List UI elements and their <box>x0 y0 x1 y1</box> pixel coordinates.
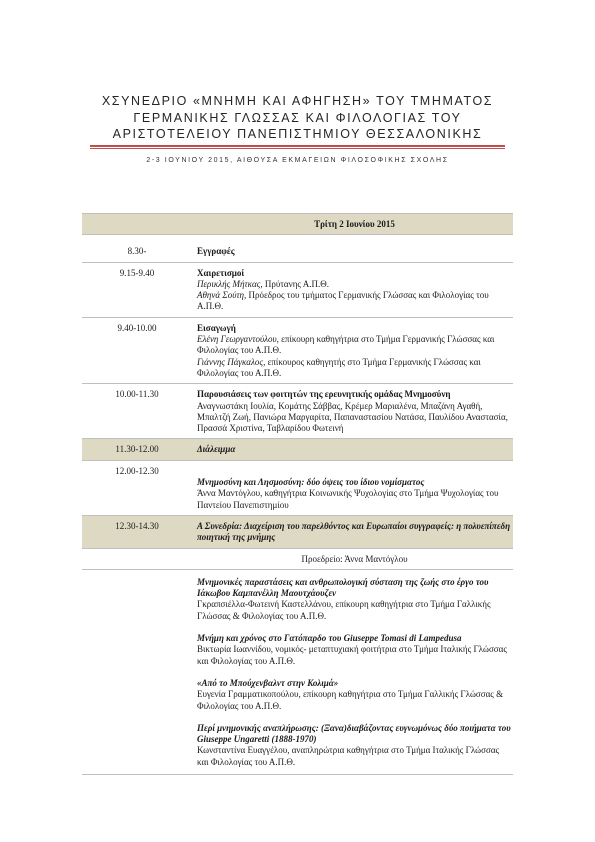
speaker-name: Περικλής Μήτκας <box>197 278 261 289</box>
talk-item <box>197 577 512 622</box>
time-cell <box>82 569 192 774</box>
speaker-role: , Πρύτανης Α.Π.Θ. <box>260 278 329 289</box>
content-cell <box>192 384 513 439</box>
talk-speaker: Άννα Μαντόγλου, καθηγήτρια Κοινωνικής Ψυχολογίας στο Τμήμα Ψυχολογίας του Παντείου Πανεπιστημίου <box>197 488 499 510</box>
time-cell: 12.30-14.30 <box>82 515 192 548</box>
speaker-role: , επίκουρη καθηγήτρια στο Τμήμα Γερμανικής Γλώσσας και Φιλολογίας του Α.Π.Θ. <box>197 334 495 356</box>
speaker-name: Γιάννης Πάγκαλος <box>197 356 264 367</box>
time-cell <box>82 548 192 569</box>
session-title: Εγγραφές <box>197 246 235 257</box>
talk-speaker: Γκραπσιέλλα-Φωτεινή Καστελλάνου, επίκουρη καθηγήτρια στο Τμήμα Γαλλικής Γλώσσας & Φιλολογίας του Α.Π.Θ. <box>197 599 491 621</box>
time-cell: 12.00-12.30 <box>115 465 159 476</box>
content-cell <box>192 460 513 515</box>
day-header-row <box>82 214 513 235</box>
talk-speaker: Ευγενία Γραμματικοπούλου, επίκουρη καθηγήτρια στο Τμήμα Γαλλικής Γλώσσας & Φιλολογίας του Α.Π.Θ. <box>197 689 504 711</box>
talk-title: «Από το Μπούχενβαλντ στην Κολιμά» <box>197 677 339 688</box>
time-cell: 11.30-12.00 <box>82 439 192 460</box>
session-title: Παρουσιάσεις των φοιτητών της ερευνητικής ομάδας Μνημοσύνη <box>197 389 451 400</box>
speaker <box>197 290 512 313</box>
time-cell: 9.40-10.00 <box>117 322 157 333</box>
time-cell: 8.30- <box>127 246 147 257</box>
content-cell <box>192 317 513 383</box>
day-heading: Τρίτη 2 Ιουνίου 2015 <box>192 214 513 235</box>
conference-title <box>0 93 595 143</box>
session-chair: Προεδρείο: Άννα Μαντόγλου <box>301 553 408 564</box>
schedule-row-talks <box>82 569 513 774</box>
speaker-name: Αθηνά Σούτη <box>197 290 245 301</box>
schedule-row-break <box>82 439 513 460</box>
talk-title: Μνημονικές παραστάσεις και ανθρωπολογική σύσταση της ζωής στο έργο του Ιάκωβου Καμπανέλλη Μαουτχάουζεν <box>197 576 489 599</box>
speaker <box>197 357 512 380</box>
schedule-row-session-a <box>82 515 513 548</box>
speaker <box>197 334 512 357</box>
talk-speaker: Κωνσταντίνα Ευαγγέλου, αναπληρώτρια καθηγήτρια στο Τμήμα Ιταλικής Γλώσσας και Φιλολογίας του Α.Π.Θ. <box>197 745 500 767</box>
time-cell <box>82 214 192 235</box>
schedule-row-registration <box>82 235 513 262</box>
talk-title: Περί μνημονικής αναπλήρωσης: (Ξανα)διαβάζοντας ευγνωμόνως δύο ποιήματα του Giuseppe Ungaretti (1888-1970) <box>197 722 511 745</box>
talk-item <box>197 723 512 768</box>
talk-item <box>197 678 512 712</box>
schedule-row-chair <box>82 548 513 569</box>
title-line-2: ΓΕΡΜΑΝΙΚΗΣ ΓΛΩΣΣΑΣ ΚΑΙ ΦΙΛΟΛΟΓΙΑΣ ΤΟΥ <box>133 110 462 125</box>
session-title: Χαιρετισμοί <box>197 267 245 278</box>
title-line-3: ΑΡΙΣΤΟΤΕΛΕΙΟΥ ΠΑΝΕΠΙΣΤΗΜΙΟΥ ΘΕΣΣΑΛΟΝΙΚΗΣ <box>112 127 483 141</box>
program-table <box>82 213 513 775</box>
schedule-row-keynote <box>82 460 513 515</box>
talk-speaker: Βικτωρία Ιωαννίδου, νομικός- μεταπτυχιακή φοιτήτρια στο Τμήμα Ιταλικής Γλώσσας και Φιλολογίας του Α.Π.Θ. <box>197 644 507 666</box>
session-title: Εισαγωγή <box>197 322 236 333</box>
talk-title: Μνημοσύνη και Λησμοσύνη: δύο όψεις του ίδιου νομίσματος <box>197 477 425 488</box>
title-divider <box>90 145 505 149</box>
speaker <box>197 279 512 290</box>
time-cell: 10.00-11.30 <box>115 389 159 400</box>
content-cell <box>192 439 513 460</box>
title-line-1: ΧΣΥΝΕΔΡΙΟ «ΜΝΗΜΗ ΚΑΙ ΑΦΗΓΗΣΗ» ΤΟΥ ΤΜΗΜΑΤΟΣ <box>101 94 494 108</box>
content-cell <box>192 262 513 317</box>
schedule-row-student-presentations <box>82 384 513 439</box>
speaker-role: , Πρόεδρος του τμήματος Γερμανικής Γλώσσας και Φιλολογίας του Α.Π.Θ. <box>197 290 489 312</box>
content-cell <box>192 235 513 262</box>
conference-date-venue: 2-3 ΙΟΥΝΙΟΥ 2015, ΑΙΘΟΥΣΑ ΕΚΜΑΓΕΙΩΝ ΦΙΛΟΣΟΦΙΚΗΣ ΣΧΟΛΗΣ <box>146 157 449 164</box>
talk-item <box>197 633 512 667</box>
schedule-row-introduction <box>82 317 513 383</box>
time-cell: 9.15-9.40 <box>119 267 155 278</box>
session-title: Διάλειμμα <box>197 444 236 455</box>
schedule-row-greetings <box>82 262 513 317</box>
participant-list: Αναγνωστάκη Ιουλία, Κομάτης Σάββας, Κρέμερ Μαριαλένα, Μπαζάνη Αγαθή, Μπαλτζή Ζωή, Πανιώρα Μαργαρίτα, Παπαναστασίου Νατάσα, Παυλίδου Αναστασία, Πρασσά Χριστίνα, Ταβλαρίδου Φωτεινή <box>197 400 508 434</box>
content-cell <box>192 569 513 774</box>
content-cell <box>192 515 513 548</box>
talk-title: Μνήμη και χρόνος στο Γατόπαρδο του Giuseppe Tomasi di Lampedusa <box>197 633 462 644</box>
speaker-name: Ελένη Γεωργαντούλου <box>197 334 277 345</box>
speaker-role: , επίκουρος καθηγητής στο Τμήμα Γερμανικής Γλώσσας και Φιλολογίας του Α.Π.Θ. <box>197 356 481 378</box>
program-body <box>82 214 513 775</box>
session-title: Α Συνεδρία: Διαχείριση του παρελθόντος και Ευρωπαίοι συγγραφείς: η πολυεπίπεδη ποιητική της μνήμης <box>197 520 511 543</box>
